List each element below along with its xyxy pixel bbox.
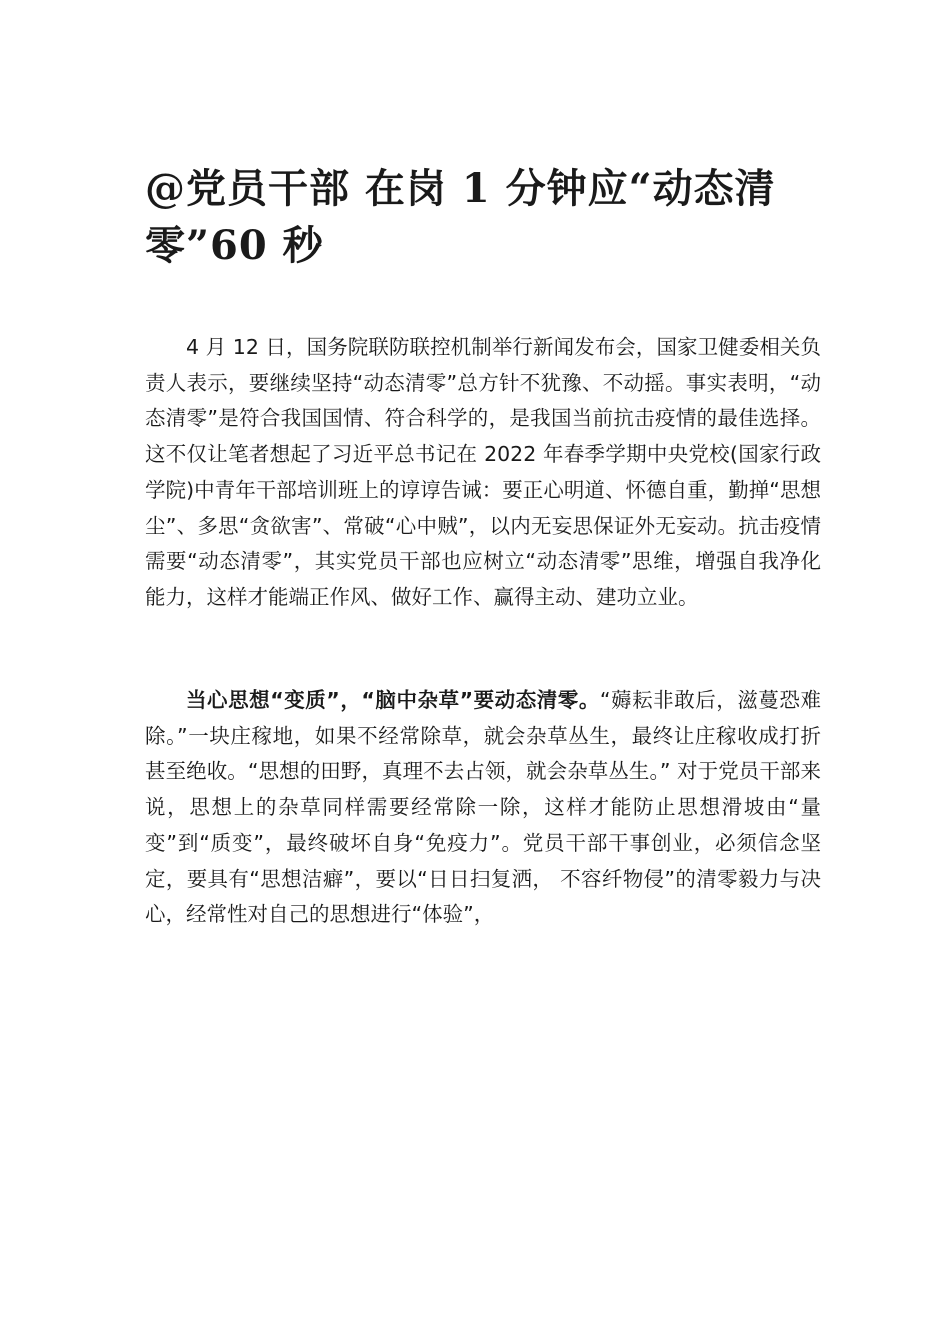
paragraph-1 — [145, 330, 821, 616]
paragraph-2 — [145, 683, 821, 933]
article-title: @党员干部 在岗 1 分钟应“动态清零”60 秒 — [145, 165, 776, 269]
paragraph-2-text: “薅耘非敢后，滋蔓恐难除。”一块庄稼地，如果不经常除草，就会杂草丛生，最终让庄稼收成打折甚至绝收。“思想的田野，真理不去占领，就会杂草丛生。” 对于党员干部来说，思想上的杂草同样需要经常除一除，这样才能防止思想滑坡由“量变”到“质变”，最终破坏自身“免疫力”。党员干部干事创业，必须信念坚定，要具有“思想洁癖”，要以“日日扫复洒， 不容纤物侵”的清零毅力与决心，经常性对自己的思想进行“体验”， — [145, 688, 821, 927]
paragraph-1-text: 4 月 12 日，国务院联防联控机制举行新闻发布会，国家卫健委相关负责人表示，要继续坚持“动态清零”总方针不犹豫、不动摇。事实表明，“动态清零”是符合我国国情、符合科学的，是我国当前抗击疫情的最佳选择。这不仅让笔者想起了习近平总书记在 2022 年春季学期中央党校(国家行政学院)中青年干部培训班上的谆谆告诫：要正心明道、怀德自重，勤掸“思想尘”、多思“贪欲害”、常破“心中贼”，以内无妄思保证外无妄动。抗击疫情需要“动态清零”，其实党员干部也应树立“动态清零”思维，增强自我净化能力，这样才能端正作风、做好工作、赢得主动、建功立业。 — [145, 335, 821, 609]
paragraph-2-lead: 当心思想“变质”，“脑中杂草”要动态清零。 — [186, 688, 600, 712]
